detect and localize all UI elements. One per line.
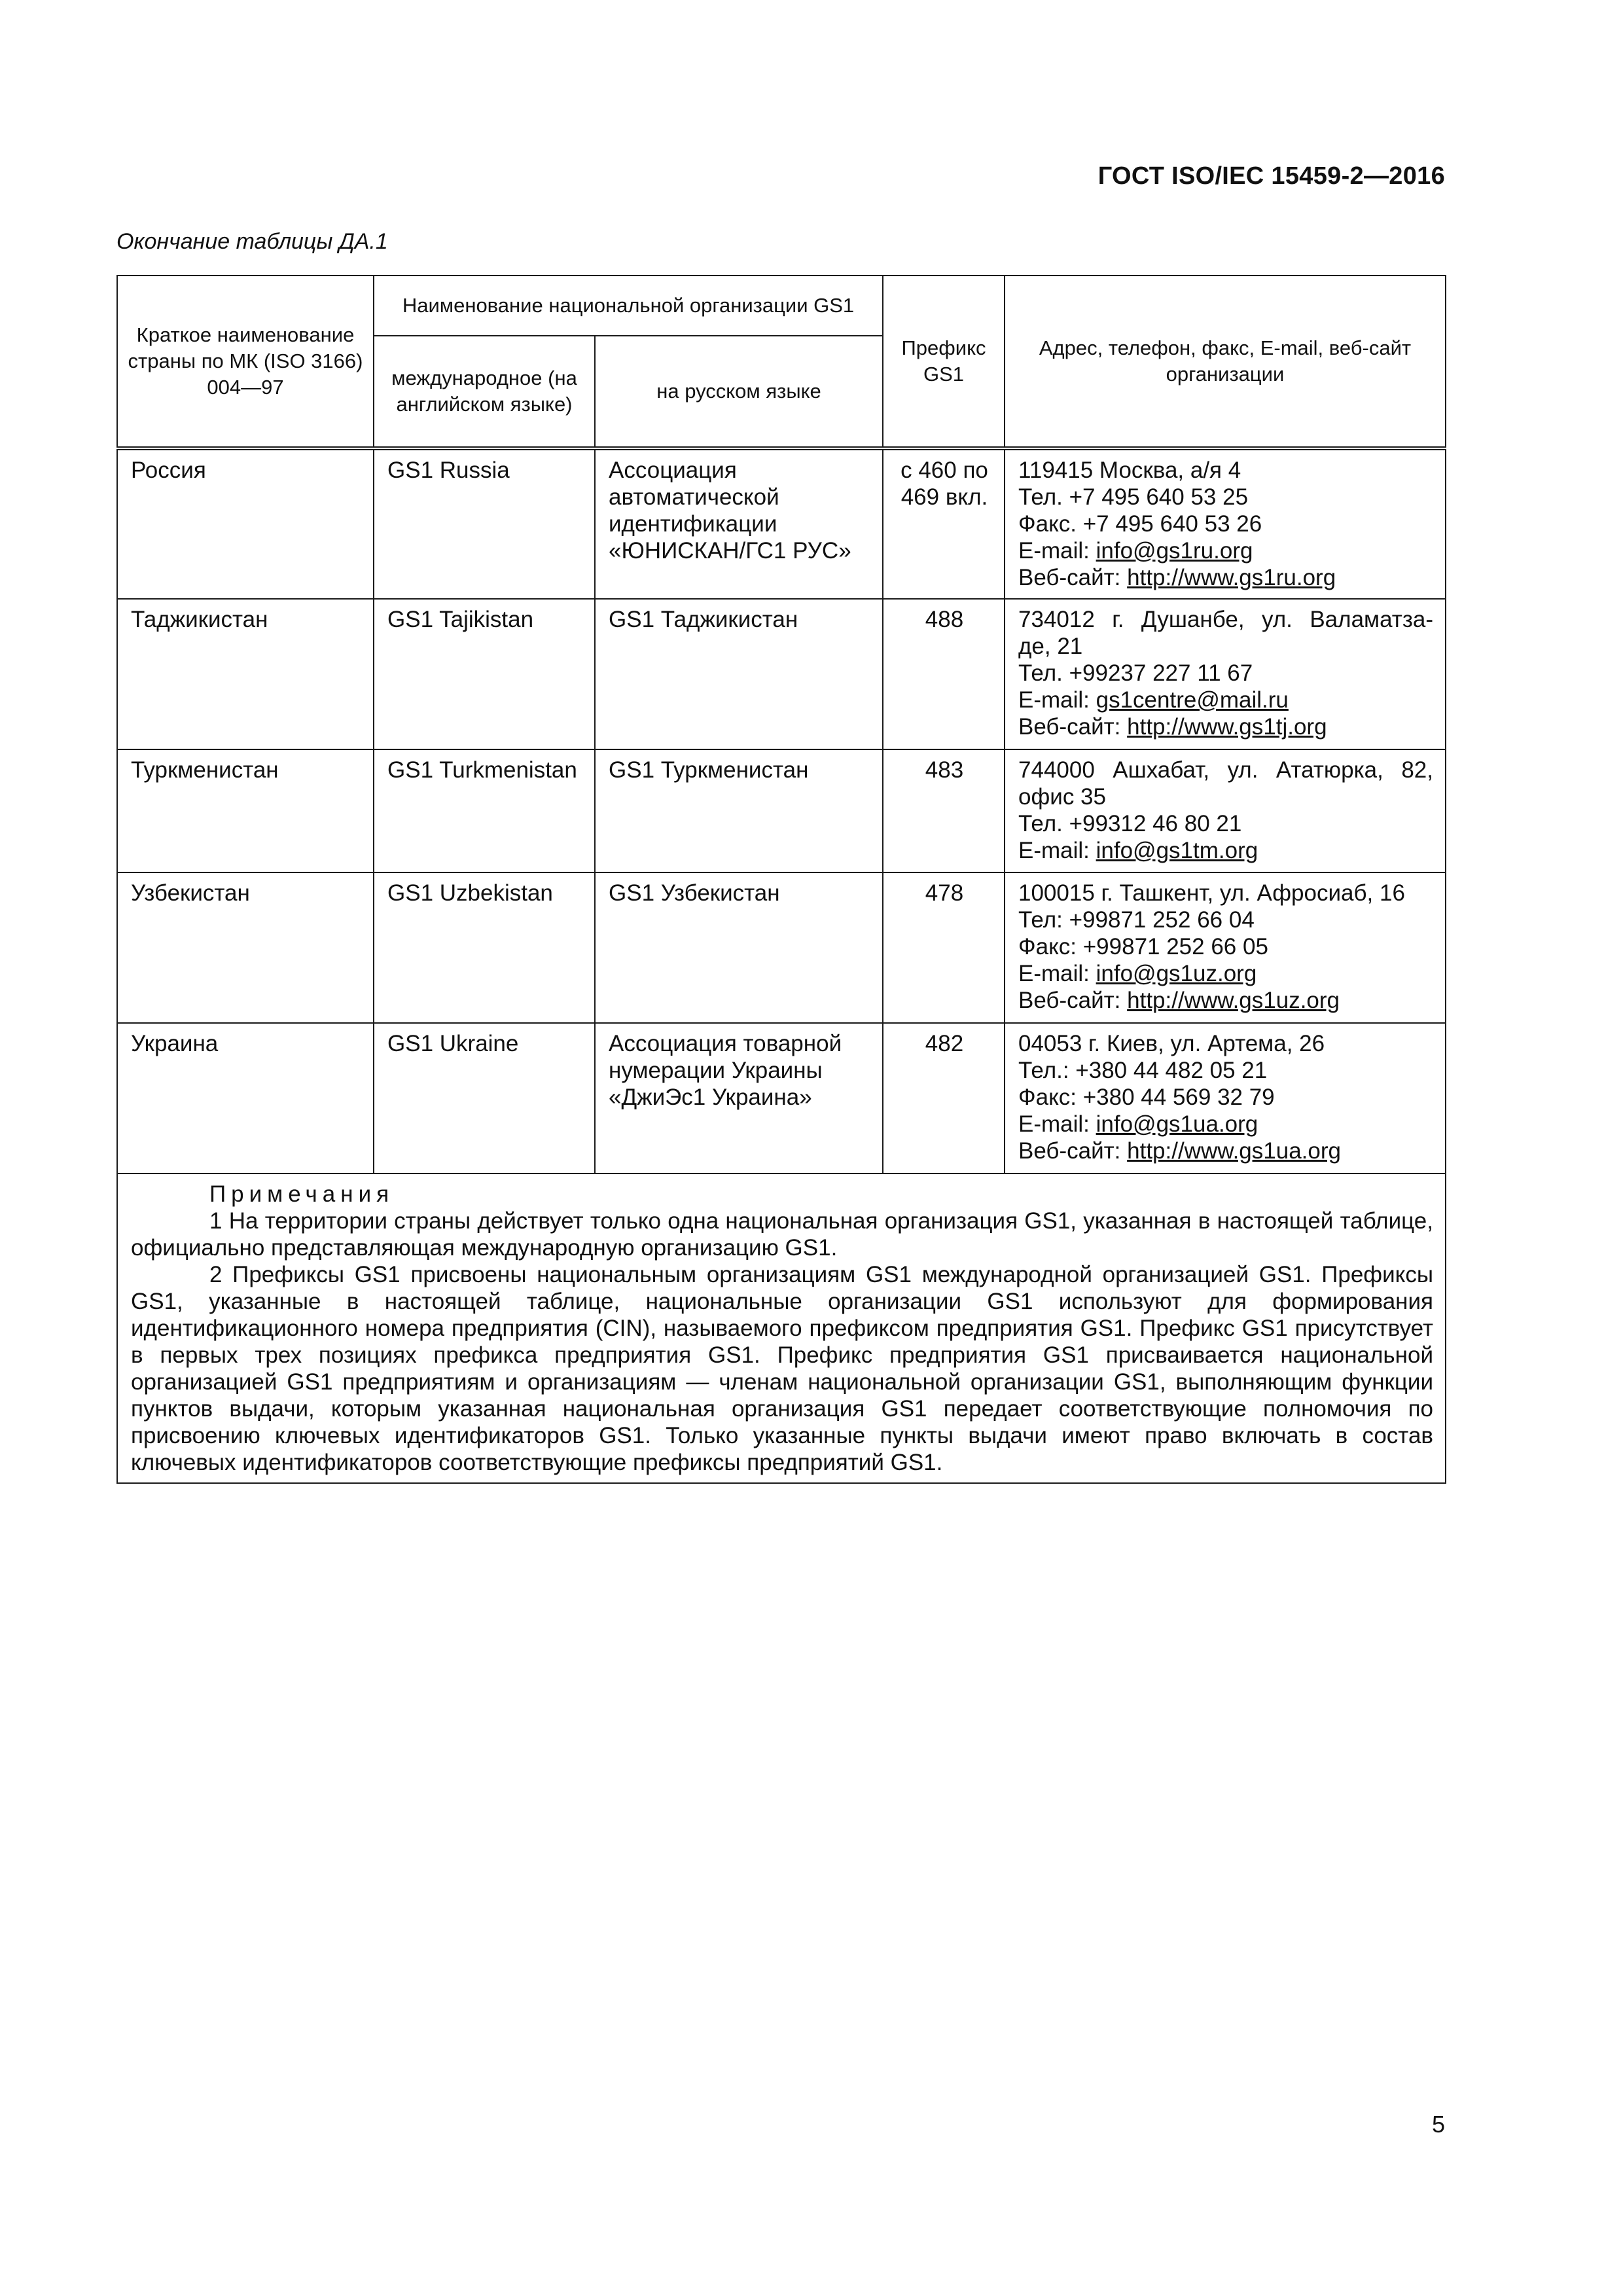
cell-contacts xyxy=(1005,448,1446,599)
website-label: Веб-сайт: xyxy=(1018,1138,1128,1164)
cell-international-name: GS1 Ukraine xyxy=(374,1023,595,1174)
cell-prefix: 483 xyxy=(883,749,1005,872)
email-link[interactable]: gs1centre@mail.ru xyxy=(1096,687,1289,713)
notes-row xyxy=(117,1174,1446,1483)
email-line xyxy=(1018,537,1433,564)
cell-russian-name: Ассоциация товарной нумерации Украины «ДжиЭс1 Украина» xyxy=(595,1023,883,1174)
phone: Тел: +99871 252 66 04 xyxy=(1018,907,1255,933)
fax: Факс: +380 44 569 32 79 xyxy=(1018,1085,1275,1110)
website-label: Веб-сайт: xyxy=(1018,988,1128,1013)
table-row xyxy=(117,599,1446,749)
phone: Тел.: +380 44 482 05 21 xyxy=(1018,1058,1268,1083)
email-line xyxy=(1018,960,1433,987)
address-line-1: 744000 Ашхабат, ул. Ататюрка, 82, xyxy=(1018,757,1433,783)
website-link[interactable]: http://www.gs1ua.org xyxy=(1127,1138,1341,1164)
header-country: Краткое наименование страны по МК (ISO 3166) 004—97 xyxy=(117,276,374,448)
table-row xyxy=(117,749,1446,872)
cell-country: Узбекистан xyxy=(117,872,374,1023)
phone: Тел. +99312 46 80 21 xyxy=(1018,811,1242,836)
website-line xyxy=(1018,1138,1433,1164)
cell-international-name: GS1 Turkmenistan xyxy=(374,749,595,872)
website-link[interactable]: http://www.gs1tj.org xyxy=(1127,714,1327,740)
header-contacts: Адрес, телефон, факс, E-mail, веб-сайт организации xyxy=(1005,276,1446,448)
cell-prefix: 478 xyxy=(883,872,1005,1023)
page-number: 5 xyxy=(1431,2111,1445,2138)
cell-prefix: с 460 по 469 вкл. xyxy=(883,448,1005,599)
cell-prefix: 488 xyxy=(883,599,1005,749)
cell-russian-name: GS1 Узбекистан xyxy=(595,872,883,1023)
header-org-name-group: Наименование национальной организации GS1 xyxy=(374,276,883,336)
cell-country: Таджикистан xyxy=(117,599,374,749)
email-link[interactable]: info@gs1uz.org xyxy=(1096,961,1257,986)
cell-country: Туркменистан xyxy=(117,749,374,872)
email-label: E-mail: xyxy=(1018,838,1096,863)
email-line xyxy=(1018,1111,1433,1138)
email-link[interactable]: info@gs1ru.org xyxy=(1096,538,1253,564)
cell-international-name: GS1 Tajikistan xyxy=(374,599,595,749)
cell-country: Украина xyxy=(117,1023,374,1174)
note-2: 2 Префиксы GS1 присвоены национальным организациям GS1 международной организацией GS1. Префиксы GS1, указанные в настоящей таблице, национальные организации GS1 используют для формирования идентификационного номера предприятия (CIN), называемого префиксом предприятия GS1. Префикс GS1 присутствует в первых трех позициях префикса предприятия GS1. Префикс предприятия GS1 присваивается национальной организацией GS1 предприятиям и организациям — членам национальной организации GS1, выполняющим функции пунктов выдачи, которым указанная национальная организация GS1 передает соответствующие полномочия по присвоению ключевых идентификаторов GS1. Только указанные пункты выдачи имеют право включать в состав ключевых идентификаторов соответствующие префиксы предприятий GS1. xyxy=(131,1262,1433,1475)
website-line xyxy=(1018,713,1433,740)
address-line-1: 734012 г. Душанбе, ул. Валаматза- xyxy=(1018,607,1433,632)
cell-contacts xyxy=(1005,599,1446,749)
header-international-name: международное (на английском языке) xyxy=(374,336,595,448)
email-label: E-mail: xyxy=(1018,538,1096,564)
standard-designation: ГОСТ ISO/IEC 15459-2—2016 xyxy=(1097,162,1445,190)
notes-title: Примечания xyxy=(209,1181,395,1207)
cell-international-name: GS1 Russia xyxy=(374,448,595,599)
website-link[interactable]: http://www.gs1uz.org xyxy=(1127,988,1340,1013)
email-line xyxy=(1018,687,1433,713)
address-line-2: де, 21 xyxy=(1018,634,1083,659)
notes-cell xyxy=(117,1174,1446,1483)
cell-russian-name: Ассоциация автоматической идентификации «ЮНИСКАН/ГС1 РУС» xyxy=(595,448,883,599)
table-row xyxy=(117,872,1446,1023)
note-1: 1 На территории страны действует только одна национальная организация GS1, указанная в настоящей таблице, официально представляющая международную организацию GS1. xyxy=(131,1208,1433,1261)
cell-contacts xyxy=(1005,749,1446,872)
fax: Факс. +7 495 640 53 26 xyxy=(1018,511,1262,537)
header-prefix: Префикс GS1 xyxy=(883,276,1005,448)
website-label: Веб-сайт: xyxy=(1018,565,1128,590)
website-link[interactable]: http://www.gs1ru.org xyxy=(1127,565,1336,590)
email-link[interactable]: info@gs1tm.org xyxy=(1096,838,1258,863)
cell-country: Россия xyxy=(117,448,374,599)
table-caption: Окончание таблицы ДА.1 xyxy=(116,229,388,254)
cell-contacts xyxy=(1005,872,1446,1023)
email-label: E-mail: xyxy=(1018,687,1096,713)
address: 100015 г. Ташкент, ул. Афросиаб, 16 xyxy=(1018,880,1405,906)
email-link[interactable]: info@gs1ua.org xyxy=(1096,1111,1258,1137)
phone: Тел. +99237 227 11 67 xyxy=(1018,660,1253,686)
email-label: E-mail: xyxy=(1018,961,1096,986)
email-line xyxy=(1018,837,1433,864)
cell-russian-name: GS1 Таджикистан xyxy=(595,599,883,749)
cell-international-name: GS1 Uzbekistan xyxy=(374,872,595,1023)
website-line xyxy=(1018,564,1433,591)
address: 119415 Москва, а/я 4 xyxy=(1018,457,1241,483)
website-label: Веб-сайт: xyxy=(1018,714,1128,740)
fax: Факс: +99871 252 66 05 xyxy=(1018,934,1268,960)
table-row xyxy=(117,448,1446,599)
gs1-organizations-table xyxy=(116,275,1446,1484)
table-row xyxy=(117,1023,1446,1174)
cell-contacts xyxy=(1005,1023,1446,1174)
phone: Тел. +7 495 640 53 25 xyxy=(1018,484,1249,510)
cell-prefix: 482 xyxy=(883,1023,1005,1174)
address-line-2: офис 35 xyxy=(1018,784,1106,810)
cell-russian-name: GS1 Туркменистан xyxy=(595,749,883,872)
website-line xyxy=(1018,987,1433,1014)
address: 04053 г. Киев, ул. Артема, 26 xyxy=(1018,1031,1325,1056)
header-russian-name: на русском языке xyxy=(595,336,883,448)
email-label: E-mail: xyxy=(1018,1111,1096,1137)
